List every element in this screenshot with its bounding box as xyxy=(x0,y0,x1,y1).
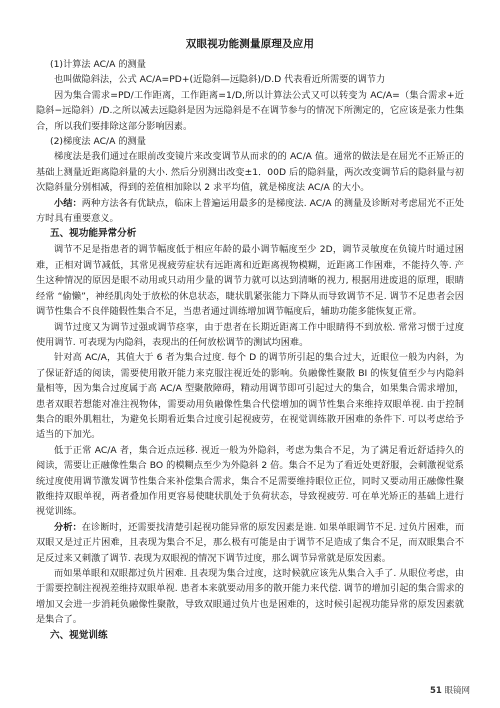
paragraph: 梯度法是我们通过在眼前改变镜片来改变调节从而求的的 AC/A 值。通常的做法是在屈光不正矫正的基础上测量近距离隐斜量的大小. 然后分别测出改变±1．00D 后的隐斜量，两次改变调节后的隐斜量与初次隐斜量分别相减，得到的差值相加除以 2 求平均值，就是梯度法 AC/A 的大小。 xyxy=(36,151,464,194)
analysis-text: 在诊断时，还需要找清楚引起视功能异常的原发因素是谁. 如果单眼调节不足. 过负片困难，而双眼又是过正片困难，且表现为集合不足，那么极有可能是由于调节不足造成了集合不足，而双眼集合不足反过来又刺激了调节. 表现为双眼视的情况下调节过度，那么调节异常就是原发因素。 xyxy=(36,521,465,564)
paragraph: 因为集合需求=PD/工作距离，工作距离=1/D,所以计算法公式又可以转变为 AC/A=（集合需求+近隐斜−远隐斜）/D.之所以减去远隐斜是因为远隐斜是不在调节参与的情况下所测定的，它应该是张力性集合，所以我们要排除这部分影响因素。 xyxy=(36,89,464,132)
subsection-heading: (2)梯度法 AC/A 的测量 xyxy=(50,136,146,148)
paragraph: 而如果单眼和双眼都过负片困难. 且表现为集合过度，这时候就应该先从集合入手了. 从眼位考虑，由于需要控制注视视差维持双眼单视. 患者本来就要动用多的散开能力来代偿. 调节的增加引起的集合需求的增加又会进一步消耗负融像性聚散，导致双眼通过负片也是困难的，这时候引起视功能异常的原发因素就是集合了。 xyxy=(36,568,464,626)
analysis-label: 分析： xyxy=(54,521,82,533)
paragraph: 也叫做隐斜法，公式 AC/A=PD+(近隐斜—远隐斜)/D.D 代表看近所需要的调节力 xyxy=(54,74,386,86)
summary-paragraph xyxy=(36,196,464,227)
section-heading: 五、视功能异常分析 xyxy=(50,228,137,240)
page-footer xyxy=(430,684,470,696)
analysis-paragraph xyxy=(36,520,464,566)
footer-site: 眼镜网 xyxy=(444,686,470,696)
summary-text: 两种方法各有优缺点，临床上普遍运用最多的是梯度法. AC/A 的测量及诊断对考虑屈光不正处方时具有重要意义。 xyxy=(36,197,464,225)
summary-label: 小结： xyxy=(54,197,82,209)
paragraph: 调节过度又为调节过强或调节痉挛，由于患者在长期近距离工作中眼睛得不到放松. 常常习惯于过度使用调节. 可表现为内隐斜，表现出的任何放松调节的测试均困难。 xyxy=(36,321,464,348)
paragraph: 调节不足是指患者的调节幅度低于相应年龄的最小调节幅度至少 2D，调节灵敏度在负镜片时通过困难，正相对调节减低，其常见视疲劳症状有远距离和近距离视物模糊，近距离工作困难，不能持久等. 产生这种情况的原因是眼不动用或只动用少量的调节力就可以达到清晰的视力, 根据用进废退的原理，眼睛经常 “偷懒”，神经肌肉处于放松的休息状态，睫状肌紧张能力下降从而导致调节不足. 调节不足患者会因调节性集合不良伴随假性集合不足，当患者通过训练增加调节幅度后，辅助功能多能恢复正常。 xyxy=(36,244,464,318)
paragraph: 针对高 AC/A，其值大于 6 者为集合过度. 每个 D 的调节所引起的集合过大，近眼位一般为内斜，为了保证舒适的阅读，需要使用散开能力来克服注视近处的影响。负融像性聚散 BI 的恢复值至少与内隐斜量相等，因为集合过度属于高 AC/A 型聚散障碍，精动用调节即可引起过大的集合，如果集合需求增加，患者双眼若想能对准注视物体，需要动用负融像性集合代偿增加的调节性集合来维持双眼单视. 由于控制集合的眼外肌粗壮，为避免长期看近集合过度引起视疲劳，在视觉训练散开困难的条件下. 可以考虑给予适当的下加光。 xyxy=(36,352,464,441)
footer-number: 51 xyxy=(429,686,442,696)
paragraph: 低于正常 AC/A 者，集合近点远移. 视近一般为外隐斜，考虑为集合不足，为了满足看近舒适持久的阅读，需要让正融像性集合 BO 的模糊点至少为外隐斜 2 倍。集合不足为了看近处更舒服，会刺激视觉系统过度使用调节激发调节性集合来补偿集合需求，集合不足需要维持眼位正位，同时又要动用正融像性聚散维持双眼单视，两者叠加作用更容易使睫状肌处于负荷状态，导致视疲劳. 可在单光矫正的基础上进行视觉训练。 xyxy=(36,444,464,518)
document-title: 双眼视功能测量原理及应用 xyxy=(185,38,315,50)
subsection-heading: (1)计算法 AC/A 的测量 xyxy=(50,59,146,70)
section-heading: 六、视觉训练 xyxy=(50,629,108,641)
